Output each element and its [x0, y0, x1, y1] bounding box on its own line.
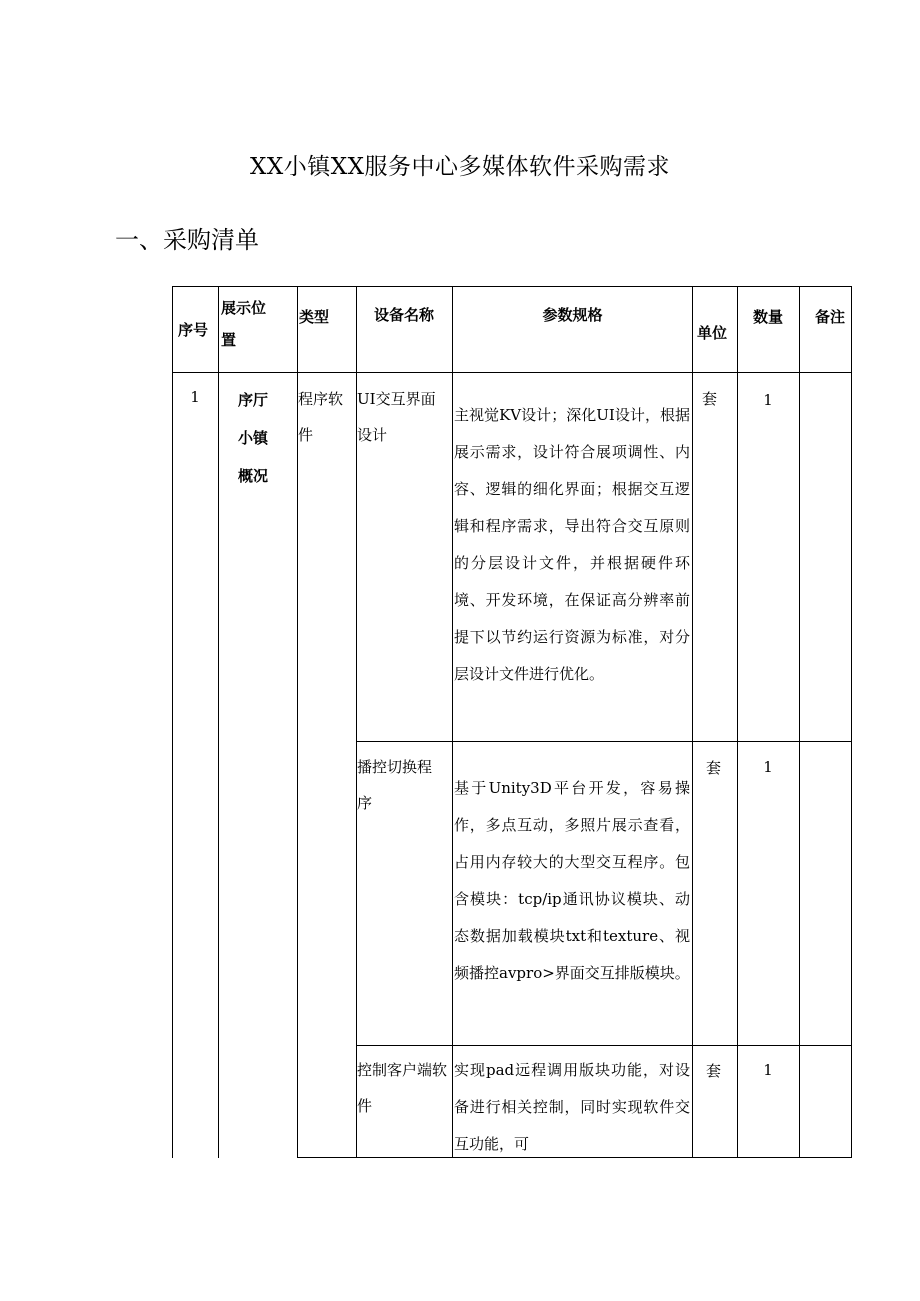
row2-quantity: 1	[763, 758, 773, 776]
col-border-4	[452, 286, 453, 1158]
col-border-0	[172, 286, 173, 1158]
row1-unit: 套	[702, 390, 718, 408]
procurement-table	[172, 286, 852, 1158]
row2-bottom-border	[356, 1045, 852, 1046]
row1-bottom-border	[356, 741, 852, 742]
row3-quantity: 1	[763, 1061, 773, 1079]
header-type: 类型	[299, 308, 330, 326]
col-border-1	[218, 286, 219, 1158]
group-index: 1	[190, 388, 200, 406]
row3-spec: 实现pad远程调用版块功能，对设备进行相关控制，同时实现软件交互功能，可	[454, 1061, 690, 1153]
header-unit: 单位	[697, 324, 728, 342]
row2-unit: 套	[706, 759, 722, 777]
row3-device-name: 控制客户端软件	[357, 1061, 448, 1115]
col-border-8	[851, 286, 852, 1158]
header-bottom-border	[172, 372, 852, 373]
header-quantity: 数量	[752, 308, 783, 326]
group-type: 程序软件	[298, 390, 344, 444]
row3-unit: 套	[706, 1062, 722, 1080]
row1-spec: 主视觉KV设计；深化UI设计，根据展示需求，设计符合展项调性、内容、逻辑的细化界面；根据交互逻辑和程序需求，导出符合交互原则的分层设计文件，并根据硬件环境、开发环境，在保证高分辨率前提下以节约运行资源为标准，对分层设计文件进行优化。	[454, 406, 690, 683]
document-title: XX小镇XX服务中心多媒体软件采购需求	[250, 154, 670, 180]
row1-quantity: 1	[763, 391, 773, 409]
header-spec: 参数规格	[542, 306, 603, 324]
section-heading: 一、采购清单	[115, 226, 259, 254]
row1-device-name: UI交互界面设计	[357, 390, 436, 444]
table-top-border	[172, 286, 852, 287]
header-device-name: 设备名称	[373, 306, 434, 324]
group-position: 序厅小镇概况	[238, 391, 269, 485]
header-note: 备注	[815, 308, 846, 326]
row2-spec: 基于Unity3D平台开发，容易操作，多点互动，多照片展示查看，占用内存较大的大型交互程序。包含模块：tcp/ip通讯协议模块、动态数据加载模块txt和texture、视频播控avpro>界面交互排版模块。	[454, 779, 690, 982]
col-border-7	[799, 286, 800, 1158]
header-position: 展示位置	[221, 299, 267, 349]
header-index: 序号	[178, 321, 209, 339]
row2-device-name: 播控切换程序	[357, 758, 433, 812]
col-border-5	[692, 286, 693, 1158]
